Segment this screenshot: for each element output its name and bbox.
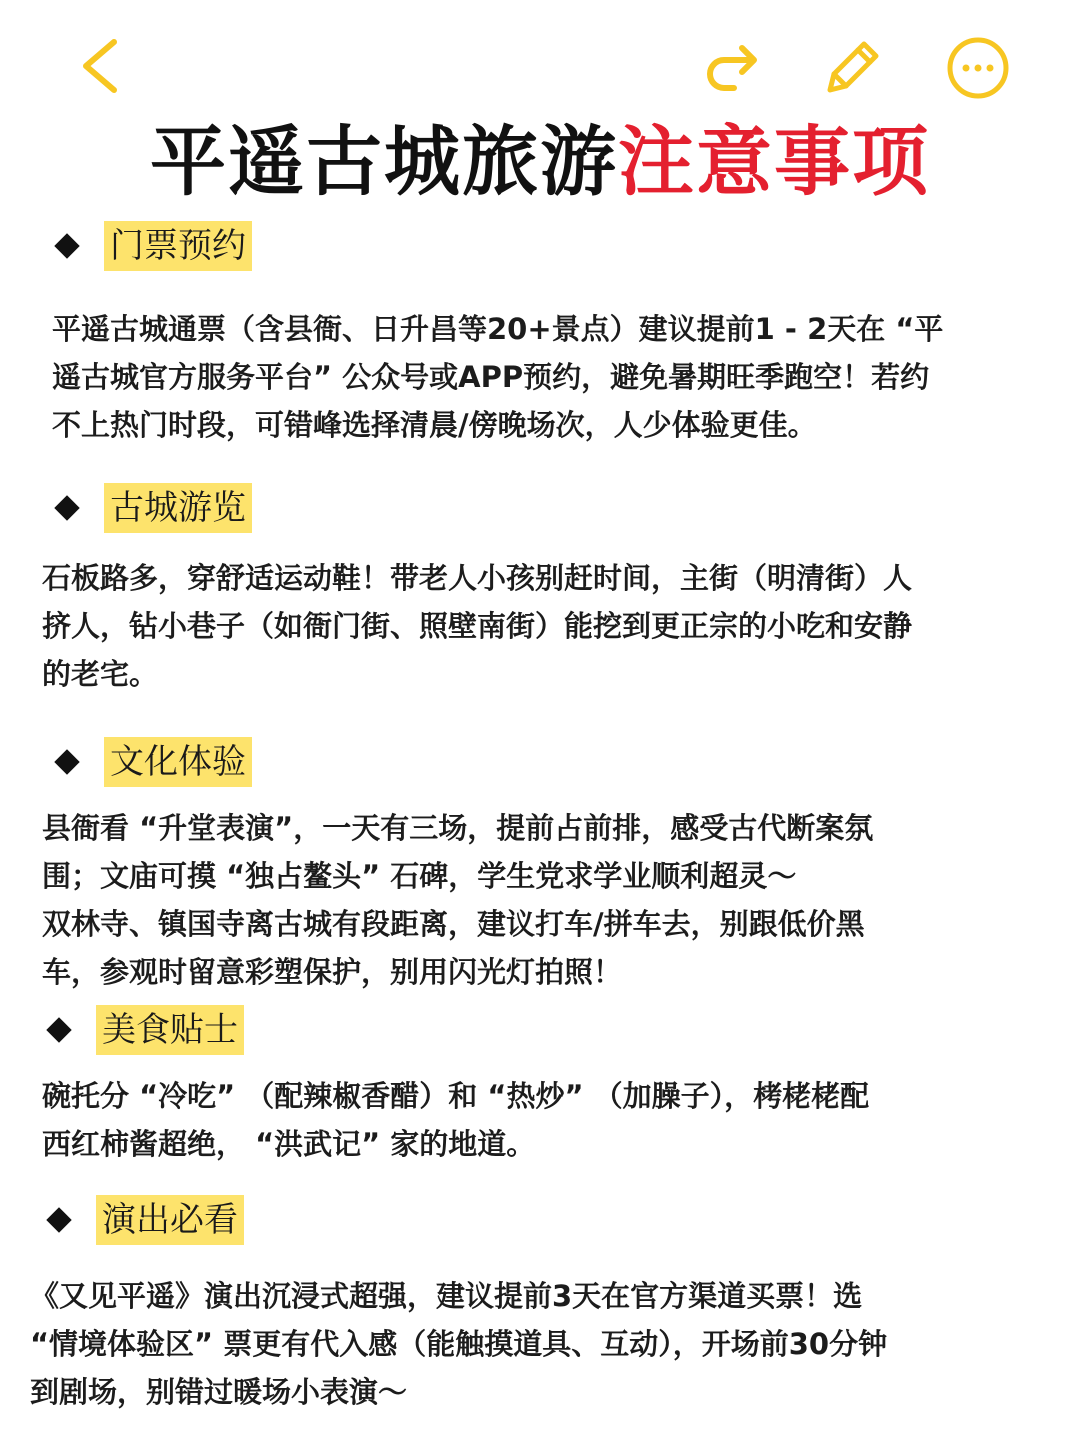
more-dots-icon[interactable] <box>946 36 1010 100</box>
section-body-food <box>42 1072 869 1168</box>
diamond-bullet-icon <box>54 749 79 774</box>
section-tag: 文化体验 <box>104 737 252 787</box>
body-line: 到剧场，别错过暖场小表演～ <box>30 1375 408 1409</box>
body-line: 的老宅。 <box>42 657 159 691</box>
section-tag: 美食贴士 <box>96 1005 244 1055</box>
section-header-show <box>50 1194 244 1246</box>
diamond-bullet-icon <box>46 1207 71 1232</box>
body-line: 县衙看 “升堂表演”，一天有三场，提前占前排，感受古代断案氛 <box>42 811 874 845</box>
section-tag: 演出必看 <box>96 1195 244 1245</box>
section-tag: 古城游览 <box>104 483 252 533</box>
body-line: “情境体验区” 票更有代入感（能触摸道具、互动），开场前30分钟 <box>30 1327 888 1361</box>
diamond-bullet-icon <box>54 233 79 258</box>
body-line: 挤人，钻小巷子（如衙门街、照壁南街）能挖到更正宗的小吃和安静 <box>42 609 913 643</box>
top-toolbar <box>0 0 1080 120</box>
section-body-sightseeing <box>42 554 912 698</box>
section-body-culture <box>42 804 873 996</box>
body-line: 车，参观时留意彩塑保护，别用闪光灯拍照！ <box>42 955 623 989</box>
section-body-tickets <box>52 305 943 449</box>
section-header-sightseeing <box>58 482 252 534</box>
share-arrow-icon[interactable] <box>700 38 764 94</box>
body-line: 石板路多，穿舒适运动鞋！带老人小孩别赶时间，主街（明清街）人 <box>42 561 913 595</box>
pencil-icon[interactable] <box>820 34 886 100</box>
section-header-food <box>50 1004 244 1056</box>
page-title <box>0 112 1080 212</box>
diamond-bullet-icon <box>46 1017 71 1042</box>
section-tag: 门票预约 <box>104 221 252 271</box>
chevron-left-icon[interactable] <box>72 36 128 96</box>
body-line: 西红柿酱超绝， “洪武记” 家的地道。 <box>42 1127 536 1161</box>
body-line: 平遥古城通票（含县衙、日升昌等20+景点）建议提前1 - 2天在 “平 <box>52 312 944 346</box>
body-line: 碗托分 “冷吃” （配辣椒香醋）和 “热炒” （加臊子），栲栳栳配 <box>42 1079 870 1113</box>
body-line: 遥古城官方服务平台” 公众号或APP预约，避免暑期旺季跑空！若约 <box>52 360 930 394</box>
section-body-show <box>30 1272 887 1416</box>
title-part-red: 注意事项 <box>618 117 930 206</box>
section-header-tickets <box>58 220 252 272</box>
body-line: 双林寺、镇国寺离古城有段距离，建议打车/拼车去，别跟低价黑 <box>42 907 865 941</box>
body-line: 围；文庙可摸 “独占鳌头” 石碑，学生党求学业顺利超灵～ <box>42 859 797 893</box>
body-line: 不上热门时段，可错峰选择清晨/傍晚场次，人少体验更佳。 <box>52 408 817 442</box>
title-part-black: 平遥古城旅游 <box>150 117 618 206</box>
body-line: 《又见平遥》演出沉浸式超强，建议提前3天在官方渠道买票！选 <box>30 1279 863 1313</box>
diamond-bullet-icon <box>54 495 79 520</box>
section-header-culture <box>58 736 252 788</box>
